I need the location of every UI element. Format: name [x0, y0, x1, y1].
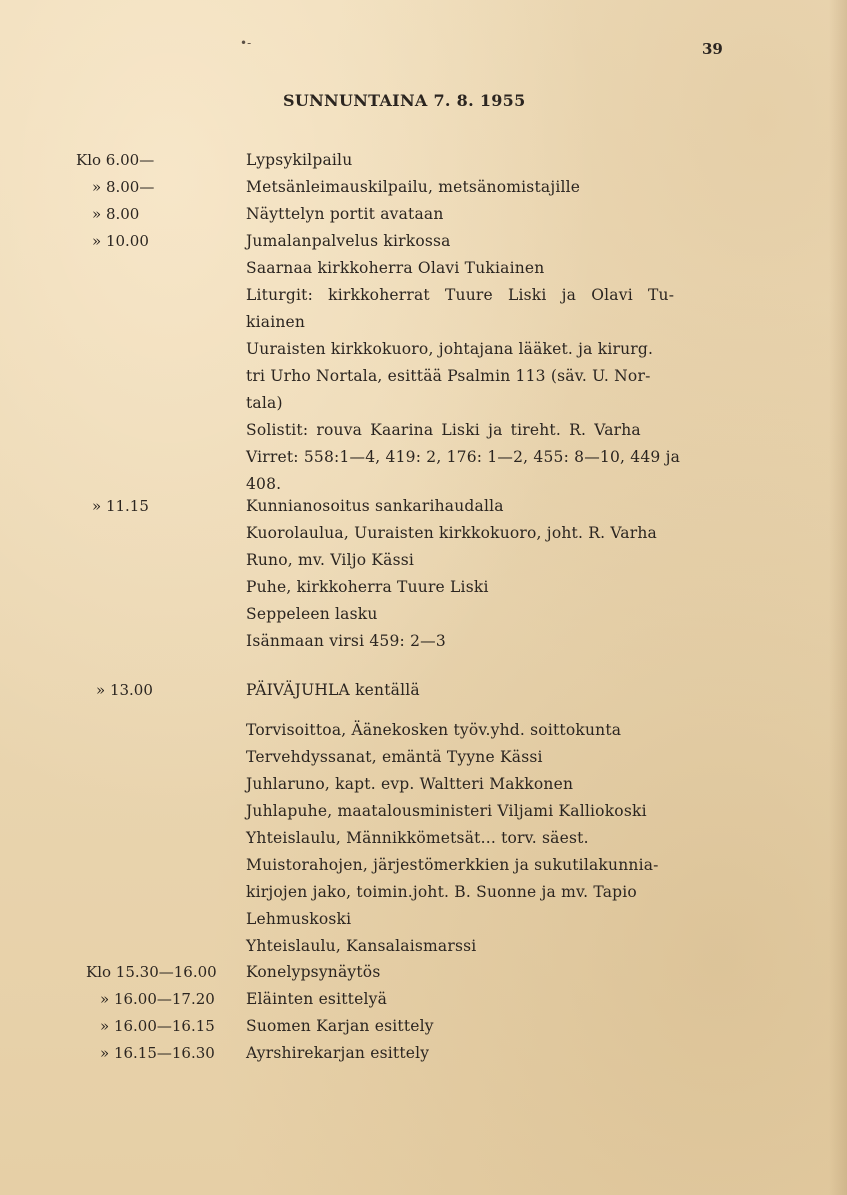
time-entry: » 8.00—: [92, 178, 155, 196]
page-title: SUNNUNTAINA 7. 8. 1955: [283, 91, 526, 110]
time-entry: » 16.00—17.20: [100, 990, 215, 1008]
time-entry: » 8.00: [92, 205, 140, 223]
page-edge-shadow: [829, 0, 847, 1195]
time-entry: » 13.00: [96, 681, 153, 699]
schedule-line: Tervehdyssanat, emäntä Tyyne Kässi: [246, 748, 543, 766]
schedule-line: Suomen Karjan esittely: [246, 1017, 434, 1035]
schedule-line: Yhteislaulu, Kansalaismarssi: [246, 937, 477, 955]
schedule-line: Isänmaan virsi 459: 2—3: [246, 632, 446, 650]
schedule-line: Yhteislaulu, Männikkömetsät... torv. säest.: [246, 829, 589, 847]
schedule-line: Torvisoittoa, Äänekosken työv.yhd. soittokunta: [246, 721, 622, 739]
schedule-line: Jumalanpalvelus kirkossa: [246, 232, 451, 250]
time-entry: » 10.00: [92, 232, 149, 250]
schedule-line: Virret: 558:1—4, 419: 2, 176: 1—2, 455: 8—10, 449 ja: [246, 448, 681, 466]
time-entry: » 11.15: [92, 497, 149, 515]
schedule-line: Puhe, kirkkoherra Tuure Liski: [246, 578, 489, 596]
schedule-line: kirjojen jako, toimin.joht. B. Suonne ja mv. Tapio: [246, 883, 637, 901]
schedule-line: Näyttelyn portit avataan: [246, 205, 444, 223]
schedule-line: Eläinten esittelyä: [246, 990, 388, 1008]
time-entry: Klo 6.00—: [76, 151, 155, 169]
schedule-line: Uuraisten kirkkokuoro, johtajana lääket. ja kirurg.: [246, 340, 654, 358]
time-entry: » 16.00—16.15: [100, 1017, 215, 1035]
schedule-line: Solistit: rouva Kaarina Liski ja tireht. R. Varha: [246, 421, 641, 439]
schedule-line: Metsänleimauskilpailu, metsänomistajille: [246, 178, 581, 196]
schedule-line: Seppeleen lasku: [246, 605, 378, 623]
schedule-line: Runo, mv. Viljo Kässi: [246, 551, 415, 569]
schedule-line: Juhlaruno, kapt. evp. Waltteri Makkonen: [246, 775, 574, 793]
schedule-line: Lypsykilpailu: [246, 151, 353, 169]
schedule-line: 408.: [246, 475, 282, 493]
schedule-line: Lehmuskoski: [246, 910, 352, 928]
schedule-line: kiainen: [246, 313, 306, 331]
schedule-line: Kuorolaulua, Uuraisten kirkkokuoro, joht. R. Varha: [246, 524, 657, 542]
schedule-line: Konelypsynäytös: [246, 963, 381, 981]
schedule-line: Muistorahojen, järjestömerkkien ja sukutilakunnia-: [246, 856, 659, 874]
schedule-line: Ayrshirekarjan esittely: [246, 1044, 430, 1062]
time-entry: Klo 15.30—16.00: [86, 963, 217, 981]
schedule-line: PÄIVÄJUHLA kentällä: [246, 681, 420, 699]
page-number: 39: [702, 40, 723, 58]
schedule-line: Saarnaa kirkkoherra Olavi Tukiainen: [246, 259, 545, 277]
schedule-line: Kunnianosoitus sankarihaudalla: [246, 497, 504, 515]
page-mark: •-: [240, 36, 252, 50]
time-entry: » 16.15—16.30: [100, 1044, 215, 1062]
schedule-line: Juhlapuhe, maatalousministeri Viljami Kalliokoski: [246, 802, 647, 820]
schedule-line: tri Urho Nortala, esittää Psalmin 113 (säv. U. Nor-: [246, 367, 651, 385]
schedule-line: tala): [246, 394, 283, 412]
schedule-line: Liturgit: kirkkoherrat Tuure Liski ja Olavi Tu-: [246, 286, 675, 304]
